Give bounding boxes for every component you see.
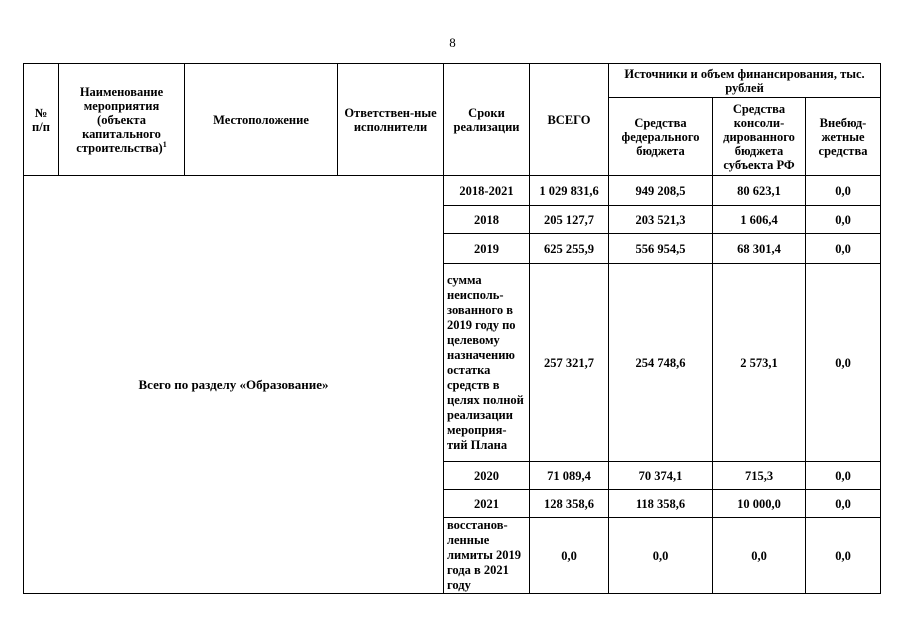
row-period: 2020	[444, 462, 530, 490]
header-extrabudget: Внебюд-жетные средства	[806, 98, 881, 176]
row-extra: 0,0	[806, 176, 881, 206]
row-extra: 0,0	[806, 206, 881, 234]
header-sources: Источники и объем финансирования, тыс. рублей	[609, 64, 881, 98]
row-extra: 0,0	[806, 264, 881, 462]
row-regional: 80 623,1	[713, 176, 806, 206]
row-federal: 118 358,6	[609, 490, 713, 518]
row-period: восстанов-ленные лимиты 2019 года в 2021 году	[444, 518, 530, 594]
row-regional: 715,3	[713, 462, 806, 490]
header-row	[24, 64, 881, 98]
financing-table	[23, 63, 881, 594]
row-federal: 949 208,5	[609, 176, 713, 206]
section-total-label: Всего по разделу «Образование»	[24, 176, 444, 594]
header-location: Местоположение	[185, 64, 338, 176]
header-total: ВСЕГО	[530, 64, 609, 176]
row-total: 625 255,9	[530, 234, 609, 264]
table-row	[24, 176, 881, 206]
row-period: 2021	[444, 490, 530, 518]
row-total: 205 127,7	[530, 206, 609, 234]
row-regional: 1 606,4	[713, 206, 806, 234]
header-regional: Средства консоли-дированного бюджета субъекта РФ	[713, 98, 806, 176]
header-executors: Ответствен-ные исполнители	[338, 64, 444, 176]
row-regional: 68 301,4	[713, 234, 806, 264]
row-regional: 2 573,1	[713, 264, 806, 462]
header-period: Сроки реализации	[444, 64, 530, 176]
row-regional: 10 000,0	[713, 490, 806, 518]
header-federal: Средства федерального бюджета	[609, 98, 713, 176]
row-federal: 70 374,1	[609, 462, 713, 490]
row-period: 2019	[444, 234, 530, 264]
row-period: 2018	[444, 206, 530, 234]
header-num: № п/п	[24, 64, 59, 176]
header-name-footnote: 1	[162, 139, 167, 149]
row-federal: 203 521,3	[609, 206, 713, 234]
row-total: 257 321,7	[530, 264, 609, 462]
row-extra: 0,0	[806, 490, 881, 518]
row-period: сумма неисполь-зованного в 2019 году по целевому назначению остатка средств в целях полной реализации мероприя-тий Плана	[444, 264, 530, 462]
header-name	[59, 64, 185, 176]
row-federal: 0,0	[609, 518, 713, 594]
row-total: 128 358,6	[530, 490, 609, 518]
row-extra: 0,0	[806, 234, 881, 264]
row-extra: 0,0	[806, 462, 881, 490]
page-number: 8	[449, 35, 456, 50]
row-regional: 0,0	[713, 518, 806, 594]
row-federal: 254 748,6	[609, 264, 713, 462]
row-total: 1 029 831,6	[530, 176, 609, 206]
header-name-text: Наименование мероприятия (объекта капитального строительства)	[76, 84, 164, 155]
row-extra: 0,0	[806, 518, 881, 594]
row-federal: 556 954,5	[609, 234, 713, 264]
row-total: 71 089,4	[530, 462, 609, 490]
row-total: 0,0	[530, 518, 609, 594]
row-period: 2018-2021	[444, 176, 530, 206]
